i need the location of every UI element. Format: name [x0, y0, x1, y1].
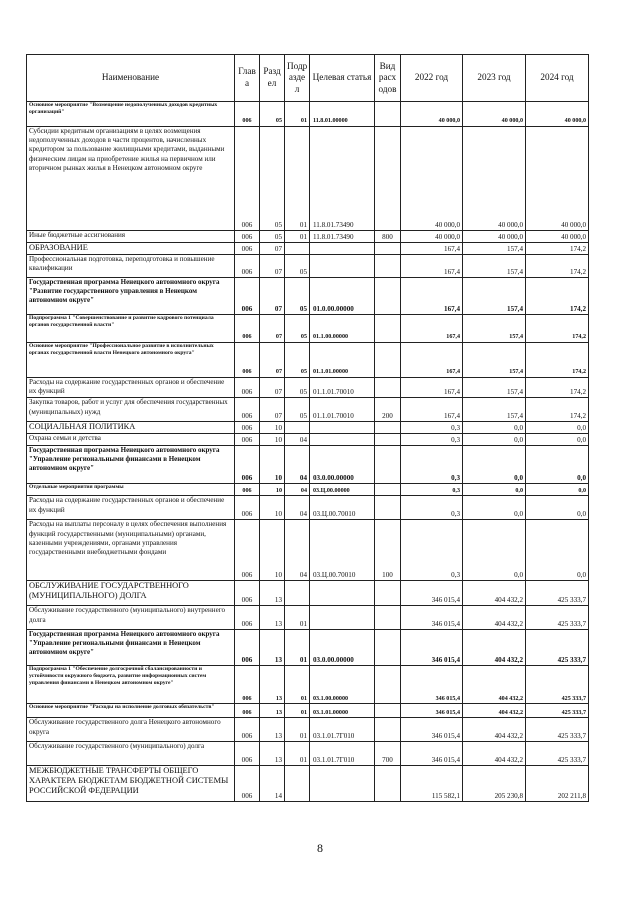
target-cell: [310, 434, 375, 446]
value-2024-cell: 174,2: [526, 398, 589, 422]
podrazdel-cell: 04: [285, 434, 310, 446]
glava-cell: 006: [235, 630, 260, 666]
value-2022-cell: 40 000,0: [401, 102, 463, 127]
value-2024-cell: 174,2: [526, 243, 589, 255]
razdel-cell: 07: [260, 378, 285, 398]
target-cell: 11.8.01.73490: [310, 127, 375, 231]
podrazdel-cell: 01: [285, 630, 310, 666]
table-row: [27, 398, 589, 422]
value-2024-cell: 174,2: [526, 255, 589, 278]
vid-cell: [375, 434, 401, 446]
podrazdel-cell: 01: [285, 127, 310, 231]
podrazdel-cell: 05: [285, 315, 310, 343]
value-2022-cell: 167,4: [401, 343, 463, 378]
value-2023-cell: 404 432,2: [463, 606, 526, 630]
value-2023-cell: 40 000,0: [463, 231, 526, 243]
value-2023-cell: 0,0: [463, 484, 526, 496]
table-row: [27, 255, 589, 278]
row-name-cell: Субсидии кредитным организациям в целях возмещения недополученных доходов в части процентов, начисленных кредитором за пользование жилищными кредитами, выданными физическим лицам на приобретение жилья на первичном или вторичном рынках жилья в Ненецком автономном округе: [27, 127, 235, 231]
vid-cell: [375, 704, 401, 718]
razdel-cell: 05: [260, 102, 285, 127]
table-row: [27, 704, 589, 718]
vid-cell: 200: [375, 398, 401, 422]
table-row: [27, 434, 589, 446]
glava-cell: 006: [235, 378, 260, 398]
vid-cell: [375, 666, 401, 704]
value-2022-cell: 346 015,4: [401, 742, 463, 766]
value-2023-cell: 404 432,2: [463, 704, 526, 718]
row-name-cell: МЕЖБЮДЖЕТНЫЕ ТРАНСФЕРТЫ ОБЩЕГО ХАРАКТЕРА БЮДЖЕТАМ БЮДЖЕТНОЙ СИСТЕМЫ РОССИЙСКОЙ ФЕДЕРАЦИИ: [27, 766, 235, 802]
glava-cell: 006: [235, 243, 260, 255]
target-cell: 01.1.01.70010: [310, 378, 375, 398]
glava-cell: 006: [235, 496, 260, 520]
value-2024-cell: 425 333,7: [526, 742, 589, 766]
razdel-cell: 10: [260, 520, 285, 581]
podrazdel-cell: 04: [285, 496, 310, 520]
row-name-cell: Основное мероприятие "Профессиональное развитие в исполнительных органах государственной власти Ненецкого автономного округа": [27, 343, 235, 378]
razdel-cell: 05: [260, 231, 285, 243]
value-2022-cell: 0,3: [401, 446, 463, 484]
target-cell: 01.1.01.70010: [310, 398, 375, 422]
podrazdel-cell: 04: [285, 446, 310, 484]
vid-cell: [375, 484, 401, 496]
vid-cell: 100: [375, 520, 401, 581]
row-name-cell: Обслуживание государственного долга Ненецкого автономного округа: [27, 718, 235, 742]
table-row: [27, 422, 589, 434]
table-row: [27, 666, 589, 704]
razdel-cell: 13: [260, 742, 285, 766]
value-2023-cell: 0,0: [463, 520, 526, 581]
target-cell: 03.1.01.7Г010: [310, 742, 375, 766]
glava-cell: 006: [235, 102, 260, 127]
razdel-cell: 07: [260, 243, 285, 255]
table-row: [27, 581, 589, 606]
row-name-cell: Государственная программа Ненецкого автономного округа "Управление региональными финансами в Ненецком автономном округе": [27, 446, 235, 484]
razdel-cell: 13: [260, 718, 285, 742]
glava-cell: 006: [235, 434, 260, 446]
vid-cell: [375, 343, 401, 378]
value-2024-cell: 40 000,0: [526, 102, 589, 127]
vid-cell: [375, 102, 401, 127]
vid-cell: [375, 446, 401, 484]
value-2022-cell: 167,4: [401, 378, 463, 398]
vid-cell: [375, 581, 401, 606]
value-2024-cell: 425 333,7: [526, 666, 589, 704]
table-row: [27, 630, 589, 666]
razdel-cell: 10: [260, 446, 285, 484]
value-2022-cell: 167,4: [401, 315, 463, 343]
value-2024-cell: 425 333,7: [526, 704, 589, 718]
vid-cell: [375, 278, 401, 315]
value-2024-cell: 0,0: [526, 484, 589, 496]
table-row: [27, 278, 589, 315]
row-name-cell: Государственная программа Ненецкого автономного округа "Развитие государственного управления в Ненецком автономном округе": [27, 278, 235, 315]
razdel-cell: 13: [260, 704, 285, 718]
row-name-cell: Расходы на содержание государственных органов и обеспечение их функций: [27, 378, 235, 398]
podrazdel-cell: [285, 766, 310, 802]
value-2024-cell: 202 211,8: [526, 766, 589, 802]
table-row: [27, 343, 589, 378]
target-cell: 11.8.01.73490: [310, 231, 375, 243]
row-name-cell: Расходы на содержание государственных органов и обеспечение их функций: [27, 496, 235, 520]
row-name-cell: Отдельные мероприятия программы: [27, 484, 235, 496]
row-name-cell: Профессиональная подготовка, переподготовка и повышение квалификации: [27, 255, 235, 278]
glava-cell: 006: [235, 581, 260, 606]
table-row: [27, 520, 589, 581]
glava-cell: 006: [235, 278, 260, 315]
vid-cell: [375, 422, 401, 434]
value-2023-cell: 404 432,2: [463, 742, 526, 766]
value-2022-cell: 40 000,0: [401, 127, 463, 231]
target-cell: 01.0.00.00000: [310, 278, 375, 315]
header-2022: 2022 год: [401, 55, 463, 102]
glava-cell: 006: [235, 446, 260, 484]
glava-cell: 006: [235, 520, 260, 581]
header-2024: 2024 год: [526, 55, 589, 102]
value-2023-cell: 404 432,2: [463, 718, 526, 742]
header-glava: Глав а: [235, 55, 260, 102]
table-row: [27, 742, 589, 766]
value-2022-cell: 346 015,4: [401, 666, 463, 704]
table-body: [27, 102, 589, 802]
glava-cell: 006: [235, 666, 260, 704]
value-2023-cell: 157,4: [463, 243, 526, 255]
value-2023-cell: 157,4: [463, 255, 526, 278]
budget-table: [26, 54, 589, 802]
podrazdel-cell: 01: [285, 102, 310, 127]
razdel-cell: 10: [260, 496, 285, 520]
podrazdel-cell: 01: [285, 231, 310, 243]
row-name-cell: СОЦИАЛЬНАЯ ПОЛИТИКА: [27, 422, 235, 434]
value-2023-cell: 0,0: [463, 446, 526, 484]
header-2023: 2023 год: [463, 55, 526, 102]
podrazdel-cell: 04: [285, 484, 310, 496]
target-cell: [310, 606, 375, 630]
razdel-cell: 10: [260, 434, 285, 446]
vid-cell: [375, 315, 401, 343]
glava-cell: 006: [235, 255, 260, 278]
podrazdel-cell: 01: [285, 718, 310, 742]
value-2023-cell: 404 432,2: [463, 630, 526, 666]
header-podrazdel: Подр азде л: [285, 55, 310, 102]
value-2022-cell: 167,4: [401, 255, 463, 278]
value-2024-cell: 425 333,7: [526, 606, 589, 630]
podrazdel-cell: 01: [285, 704, 310, 718]
target-cell: 03.1.00.00000: [310, 666, 375, 704]
value-2024-cell: 174,2: [526, 378, 589, 398]
value-2022-cell: 346 015,4: [401, 630, 463, 666]
glava-cell: 006: [235, 484, 260, 496]
value-2023-cell: 157,4: [463, 378, 526, 398]
target-cell: [310, 422, 375, 434]
value-2023-cell: 157,4: [463, 278, 526, 315]
value-2024-cell: 174,2: [526, 343, 589, 378]
table-row: [27, 484, 589, 496]
row-name-cell: Подпрограмма 1 "Совершенствование и развитие кадрового потенциала органов государственной власти": [27, 315, 235, 343]
value-2022-cell: 0,3: [401, 484, 463, 496]
razdel-cell: 07: [260, 315, 285, 343]
table-row: [27, 231, 589, 243]
target-cell: 03.0.00.00000: [310, 630, 375, 666]
vid-cell: [375, 243, 401, 255]
value-2023-cell: 205 230,8: [463, 766, 526, 802]
vid-cell: [375, 496, 401, 520]
row-name-cell: Расходы на выплаты персоналу в целях обеспечения выполнения функций государственными (муниципальными) органами, казенными учреждениями, органами управления государственными внебюджетными фондами: [27, 520, 235, 581]
table-row: [27, 243, 589, 255]
podrazdel-cell: 05: [285, 343, 310, 378]
razdel-cell: 07: [260, 343, 285, 378]
table-row: [27, 606, 589, 630]
glava-cell: 006: [235, 718, 260, 742]
razdel-cell: 07: [260, 278, 285, 315]
value-2022-cell: 346 015,4: [401, 704, 463, 718]
razdel-cell: 10: [260, 484, 285, 496]
value-2023-cell: 157,4: [463, 343, 526, 378]
value-2023-cell: 40 000,0: [463, 102, 526, 127]
row-name-cell: Закупка товаров, работ и услуг для обеспечения государственных (муниципальных) нужд: [27, 398, 235, 422]
header-name: Наименование: [27, 55, 235, 102]
glava-cell: 006: [235, 315, 260, 343]
razdel-cell: 13: [260, 630, 285, 666]
glava-cell: 006: [235, 422, 260, 434]
podrazdel-cell: 01: [285, 666, 310, 704]
value-2024-cell: 40 000,0: [526, 231, 589, 243]
value-2024-cell: 0,0: [526, 422, 589, 434]
glava-cell: 006: [235, 398, 260, 422]
value-2023-cell: 404 432,2: [463, 581, 526, 606]
target-cell: 03.1.01.00000: [310, 704, 375, 718]
vid-cell: 700: [375, 742, 401, 766]
row-name-cell: Подпрограмма 1 "Обеспечение долгосрочной сбалансированности и устойчивости окружного бюджета, развитие информационных систем управления финансами в Ненецком автономном округе": [27, 666, 235, 704]
podrazdel-cell: 05: [285, 378, 310, 398]
target-cell: [310, 255, 375, 278]
podrazdel-cell: [285, 243, 310, 255]
value-2022-cell: 346 015,4: [401, 606, 463, 630]
header-vid: Вид расх одов: [375, 55, 401, 102]
target-cell: [310, 243, 375, 255]
table-header-row: [27, 55, 589, 102]
value-2024-cell: 174,2: [526, 278, 589, 315]
vid-cell: [375, 766, 401, 802]
value-2023-cell: 404 432,2: [463, 666, 526, 704]
table-row: [27, 102, 589, 127]
value-2023-cell: 157,4: [463, 315, 526, 343]
row-name-cell: Иные бюджетные ассигнования: [27, 231, 235, 243]
value-2022-cell: 167,4: [401, 398, 463, 422]
value-2022-cell: 346 015,4: [401, 581, 463, 606]
target-cell: 01.1.00.00000: [310, 315, 375, 343]
podrazdel-cell: 05: [285, 398, 310, 422]
table-row: [27, 766, 589, 802]
table-row: [27, 127, 589, 231]
vid-cell: [375, 378, 401, 398]
razdel-cell: 13: [260, 581, 285, 606]
value-2023-cell: 0,0: [463, 422, 526, 434]
value-2023-cell: 0,0: [463, 496, 526, 520]
value-2024-cell: 0,0: [526, 520, 589, 581]
value-2024-cell: 0,0: [526, 496, 589, 520]
row-name-cell: Государственная программа Ненецкого автономного округа "Управление региональными финансами в Ненецком автономном округе": [27, 630, 235, 666]
value-2024-cell: 174,2: [526, 315, 589, 343]
row-name-cell: Основное мероприятие "Возмещение недополученных доходов кредитных организаций": [27, 102, 235, 127]
vid-cell: [375, 255, 401, 278]
podrazdel-cell: [285, 422, 310, 434]
glava-cell: 006: [235, 127, 260, 231]
target-cell: 03.Ц.00.70010: [310, 520, 375, 581]
glava-cell: 006: [235, 742, 260, 766]
target-cell: 11.8.01.00000: [310, 102, 375, 127]
table-row: [27, 378, 589, 398]
value-2024-cell: 425 333,7: [526, 630, 589, 666]
target-cell: 03.0.00.00000: [310, 446, 375, 484]
value-2024-cell: 40 000,0: [526, 127, 589, 231]
value-2022-cell: 0,3: [401, 496, 463, 520]
vid-cell: 800: [375, 231, 401, 243]
value-2024-cell: 425 333,7: [526, 718, 589, 742]
podrazdel-cell: [285, 581, 310, 606]
value-2022-cell: 167,4: [401, 278, 463, 315]
vid-cell: [375, 127, 401, 231]
value-2022-cell: 167,4: [401, 243, 463, 255]
value-2023-cell: 0,0: [463, 434, 526, 446]
table-row: [27, 315, 589, 343]
table-row: [27, 718, 589, 742]
razdel-cell: 07: [260, 398, 285, 422]
value-2022-cell: 115 582,1: [401, 766, 463, 802]
razdel-cell: 13: [260, 666, 285, 704]
table-row: [27, 446, 589, 484]
target-cell: [310, 581, 375, 606]
table-row: [27, 496, 589, 520]
row-name-cell: Обслуживание государственного (муниципального) внутреннего долга: [27, 606, 235, 630]
row-name-cell: Обслуживание государственного (муниципального) долга: [27, 742, 235, 766]
podrazdel-cell: 01: [285, 742, 310, 766]
target-cell: 01.1.01.00000: [310, 343, 375, 378]
razdel-cell: 14: [260, 766, 285, 802]
podrazdel-cell: 05: [285, 278, 310, 315]
value-2024-cell: 0,0: [526, 446, 589, 484]
glava-cell: 006: [235, 343, 260, 378]
value-2022-cell: 0,3: [401, 422, 463, 434]
target-cell: [310, 766, 375, 802]
vid-cell: [375, 718, 401, 742]
razdel-cell: 10: [260, 422, 285, 434]
value-2024-cell: 0,0: [526, 434, 589, 446]
target-cell: 03.Ц.00.00000: [310, 484, 375, 496]
row-name-cell: ОБСЛУЖИВАНИЕ ГОСУДАРСТВЕННОГО (МУНИЦИПАЛЬНОГО) ДОЛГА: [27, 581, 235, 606]
podrazdel-cell: 04: [285, 520, 310, 581]
glava-cell: 006: [235, 606, 260, 630]
value-2024-cell: 425 333,7: [526, 581, 589, 606]
razdel-cell: 05: [260, 127, 285, 231]
value-2023-cell: 157,4: [463, 398, 526, 422]
row-name-cell: ОБРАЗОВАНИЕ: [27, 243, 235, 255]
target-cell: 03.Ц.00.70010: [310, 496, 375, 520]
vid-cell: [375, 630, 401, 666]
target-cell: 03.1.01.7Г010: [310, 718, 375, 742]
value-2022-cell: 40 000,0: [401, 231, 463, 243]
glava-cell: 006: [235, 231, 260, 243]
row-name-cell: Охрана семьи и детства: [27, 434, 235, 446]
row-name-cell: Основное мероприятие "Расходы на исполнение долговых обязательств": [27, 704, 235, 718]
value-2022-cell: 0,3: [401, 520, 463, 581]
vid-cell: [375, 606, 401, 630]
podrazdel-cell: 01: [285, 606, 310, 630]
glava-cell: 006: [235, 704, 260, 718]
razdel-cell: 07: [260, 255, 285, 278]
podrazdel-cell: 05: [285, 255, 310, 278]
header-target: Целевая статья: [310, 55, 375, 102]
glava-cell: 006: [235, 766, 260, 802]
header-razdel: Разд ел: [260, 55, 285, 102]
value-2022-cell: 346 015,4: [401, 718, 463, 742]
page-number: 8: [317, 841, 323, 855]
value-2022-cell: 0,3: [401, 434, 463, 446]
razdel-cell: 13: [260, 606, 285, 630]
value-2023-cell: 40 000,0: [463, 127, 526, 231]
